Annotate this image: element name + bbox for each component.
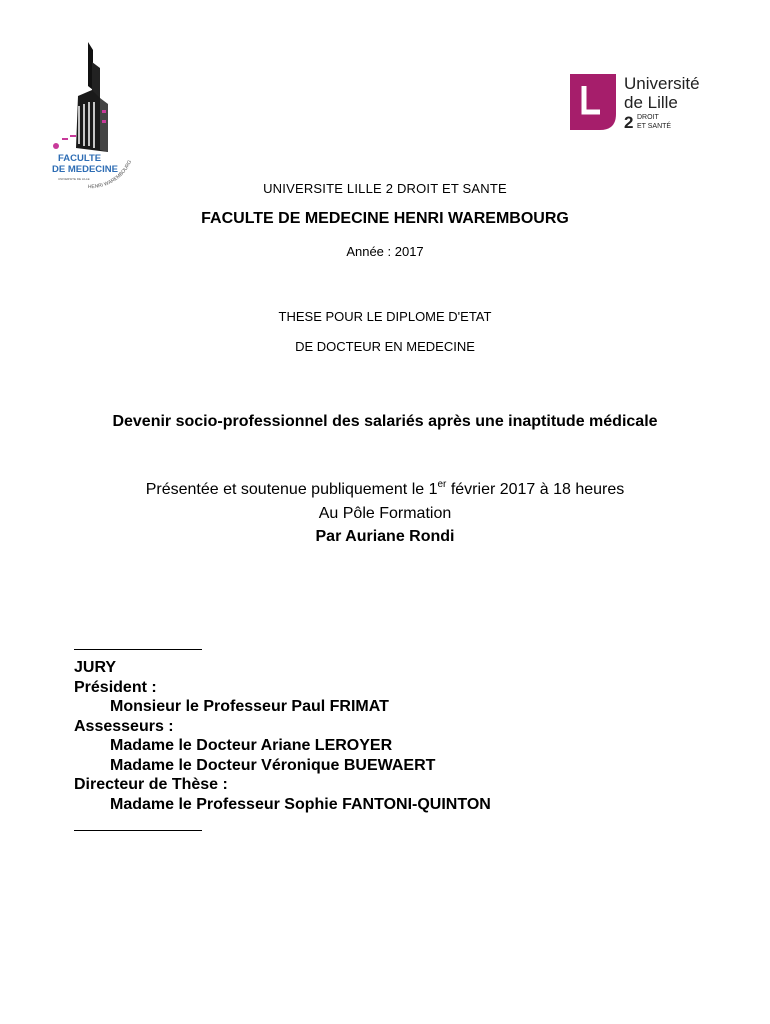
building-icon xyxy=(76,42,108,152)
presentation-after: février 2017 à 18 heures xyxy=(446,481,625,498)
president-name: Monsieur le Professeur Paul FRIMAT xyxy=(110,698,389,715)
jury-heading: JURY xyxy=(74,659,117,676)
presentation-before: Présentée et soutenue publiquement le 1 xyxy=(145,481,438,498)
university-line: UNIVERSITE LILLE 2 DROIT ET SANTE xyxy=(263,181,507,196)
divider-bottom xyxy=(74,830,202,831)
presentation-line xyxy=(0,481,770,499)
author-line: Par Auriane Rondi xyxy=(315,528,455,545)
university-num: 2 xyxy=(624,113,634,132)
jury-section xyxy=(74,658,491,814)
universite-lille-logo xyxy=(568,72,728,132)
faculty-logo-arc: HENRI WAREMBOURG xyxy=(87,159,134,191)
thesis-type-line2: DE DOCTEUR EN MEDECINE xyxy=(295,339,475,354)
assessor-name: Madame le Docteur Véronique BUEWAERT xyxy=(110,756,436,774)
university-name1: Université xyxy=(624,74,700,93)
assessors-label: Assesseurs : xyxy=(74,717,174,735)
thesis-type-line1: THESE POUR LE DIPLOME D'ETAT xyxy=(278,309,492,324)
university-emblem-icon xyxy=(570,74,616,130)
president-label: Président : xyxy=(74,678,157,696)
director-name: Madame le Professeur Sophie FANTONI-QUINTON xyxy=(110,795,491,813)
faculty-logo xyxy=(48,40,143,192)
faculty-logo-line1: FACULTE xyxy=(58,153,102,164)
director-label: Directeur de Thèse : xyxy=(74,776,228,793)
faculty-logo-line2: DE MEDECINE xyxy=(52,164,118,175)
university-name2: de Lille xyxy=(624,93,678,112)
location-line: Au Pôle Formation xyxy=(318,505,452,522)
faculty-logo-small: UNIVERSITE DE LILLE xyxy=(58,177,90,181)
assessor-name: Madame le Docteur Ariane LEROYER xyxy=(110,737,393,754)
university-sub1: DROIT xyxy=(637,114,659,121)
year-line: Année : 2017 xyxy=(346,244,424,259)
divider-top xyxy=(74,649,202,650)
thesis-title: Devenir socio-professionnel des salariés après une inaptitude médicale xyxy=(112,413,658,430)
faculty-line: FACULTE DE MEDECINE HENRI WAREMBOURG xyxy=(201,210,569,227)
dot-arc xyxy=(53,135,76,149)
presentation-superscript: er xyxy=(437,479,447,490)
university-sub2: ET SANTÉ xyxy=(637,123,672,130)
